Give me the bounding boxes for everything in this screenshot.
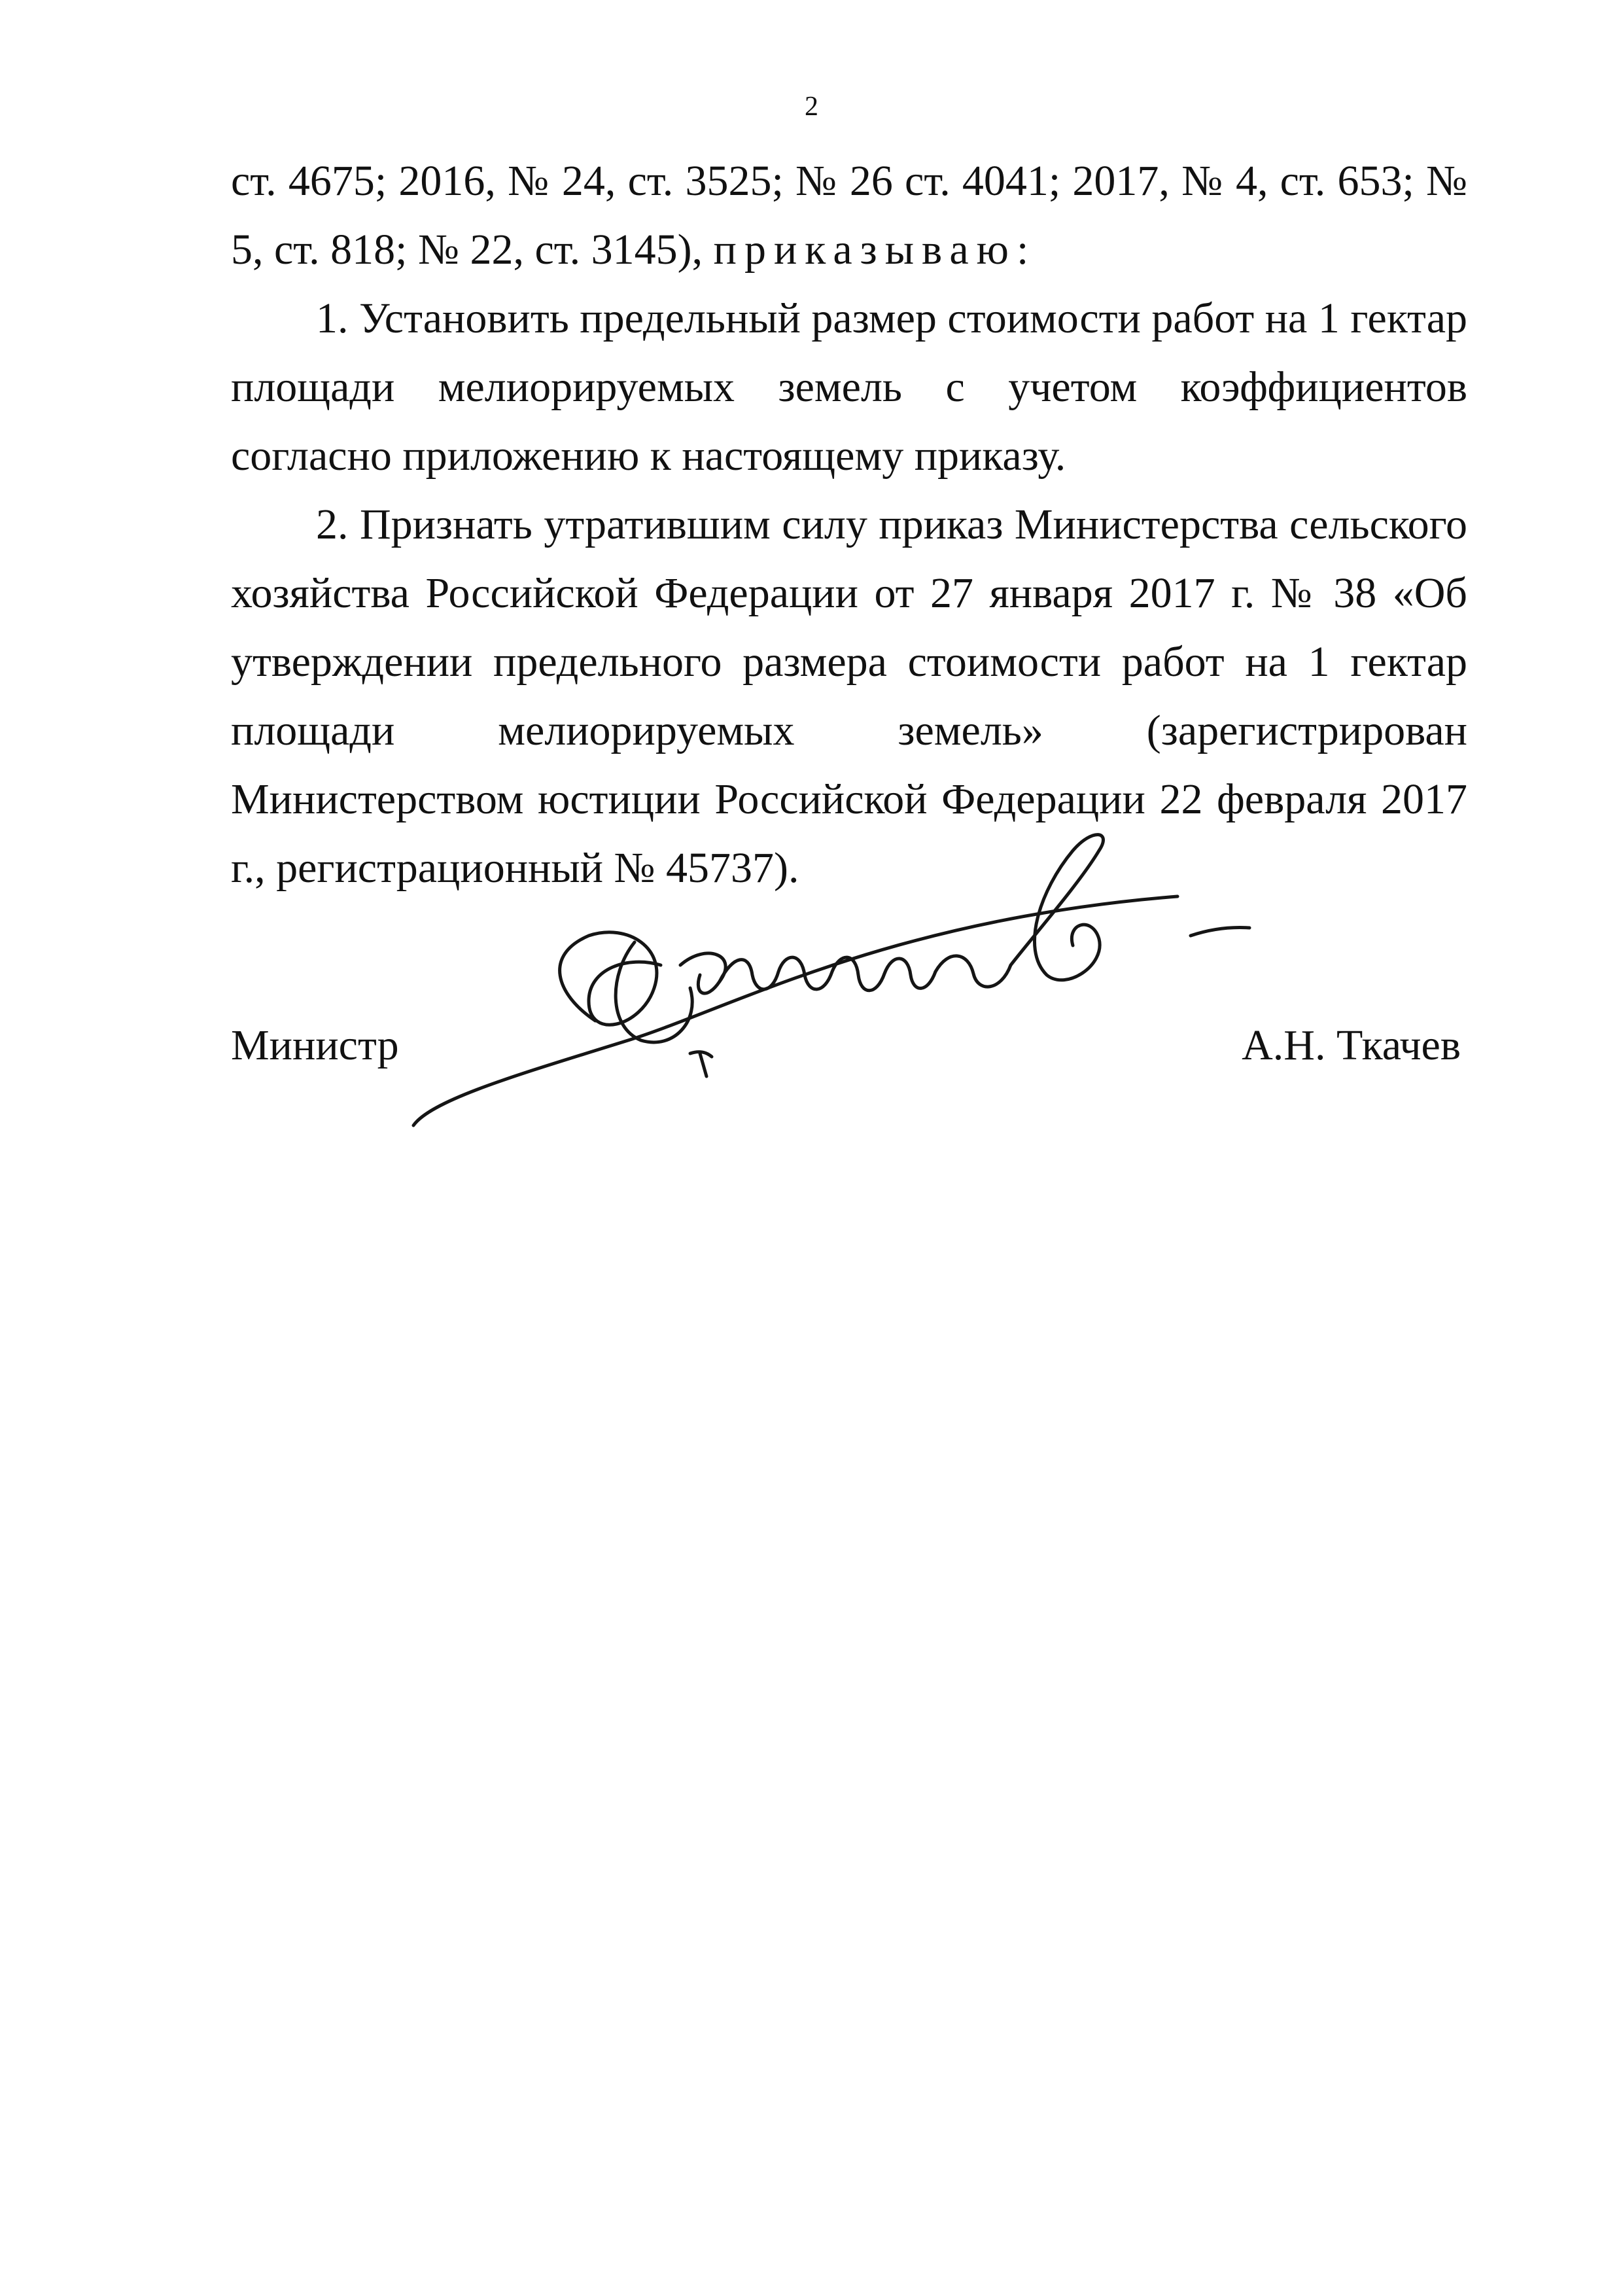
signer-name: А.Н. Ткачев — [1242, 1021, 1461, 1069]
signer-position: Министр — [231, 1021, 399, 1069]
order-word-colon: : — [1016, 226, 1029, 274]
page-number: 2 — [805, 92, 818, 122]
paragraph-continuation-text: ст. 4675; 2016, № 24, ст. 3525; № 26 ст. 4041; 2017, № 4, ст. 653; № 5, ст. 818; № 22, ст. 3145), — [231, 157, 1467, 274]
order-word: приказываю — [713, 226, 1017, 274]
document-body — [231, 147, 1467, 902]
paragraph-item-2: 2. Признать утратившим силу приказ Министерства сельского хозяйства Российской Федерации от 27 января 2017 г. № 38 «Об утверждении предельного размера стоимости работ на 1 гектар площади мелиорируемых земель» (зарегистрирован Министерством юстиции Российской Федерации 22 февраля 2017 г., регистрационный № 45737). — [231, 501, 1467, 892]
paragraph-item-1: 1. Установить предельный размер стоимости работ на 1 гектар площади мелиорируемых земель с учетом коэффициентов согласно приложению к настоящему приказу. — [231, 294, 1467, 480]
handwritten-signature — [393, 824, 1308, 1165]
signature-block — [231, 1013, 1467, 1078]
paragraph-continuation — [231, 147, 1467, 284]
